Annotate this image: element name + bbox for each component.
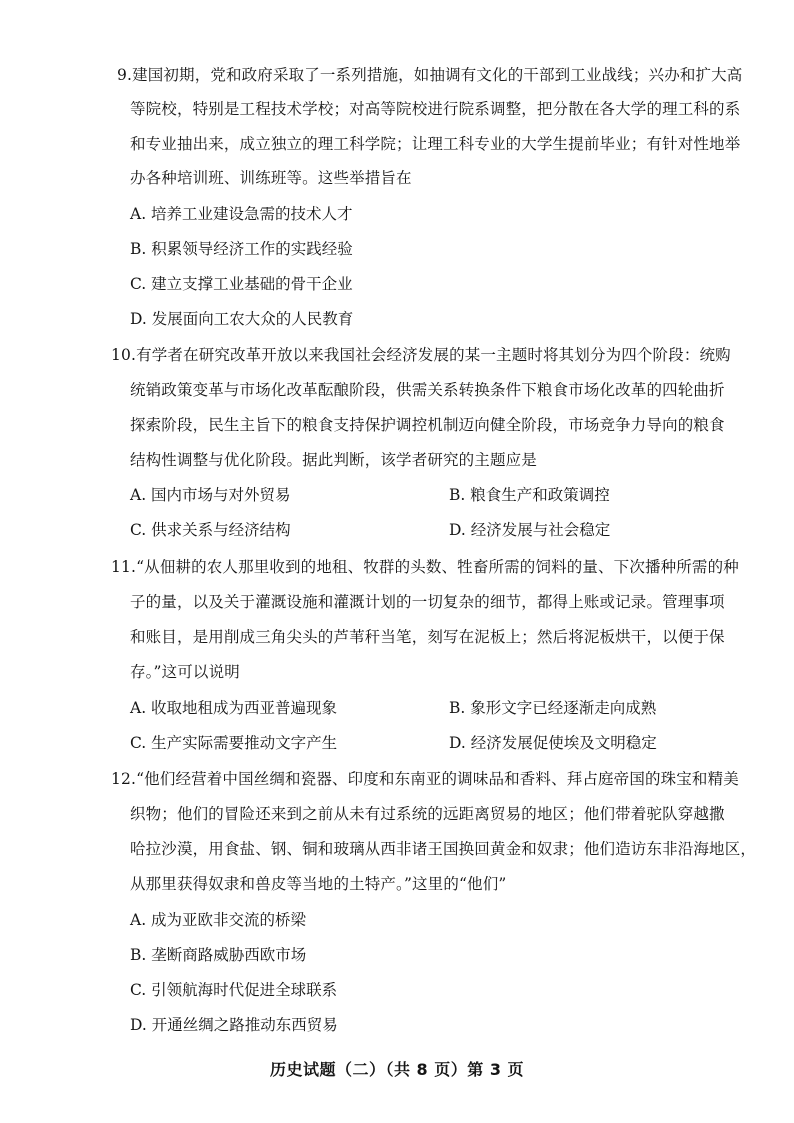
question-11-option-d: D. 经济发展促使埃及文明稳定 [449,734,657,752]
page-footer: 历史试题（二）（共 8 页）第 3 页 [269,1060,525,1079]
question-11-stem-line-2: 子的量，以及关于灌溉设施和灌溉计划的一切复杂的细节，都得上账或记录。管理事项 [130,593,725,611]
question-11-option-b: B. 象形文字已经逐渐走向成熟 [449,699,657,717]
question-12-stem-line-3: 哈拉沙漠，用食盐、钢、铜和玻璃从西非诸王国换回黄金和奴隶；他们造访东非沿海地区， [130,840,757,858]
question-12-stem-line-1: 12.“他们经营着中国丝绸和瓷器、印度和东南亚的调味品和香料、拜占庭帝国的珠宝和精美 [111,770,739,788]
question-9-stem-line-2: 等院校，特别是工程技术学校；对高等院校进行院系调整，把分散在各大学的理工科的系 [130,100,741,118]
question-10-option-c: C. 供求关系与经济结构 [130,521,291,539]
question-12-option-b: B. 垄断商路威胁西欧市场 [130,946,307,964]
question-10-option-b: B. 粮食生产和政策调控 [449,486,610,504]
question-11-stem-line-1: 11.“从佃耕的农人那里收到的地租、牧群的头数、牲畜所需的饲料的量、下次播种所需的种 [111,558,739,576]
question-10-stem-line-3: 探索阶段，民生主旨下的粮食支持保护调控机制迈向健全阶段，市场竞争力导向的粮食 [130,416,725,434]
question-9-stem-line-1: 9.建国初期，党和政府采取了一系列措施，如抽调有文化的干部到工业战线；兴办和扩大高 [117,66,743,84]
question-9-option-a: A. 培养工业建设急需的技术人才 [130,205,353,223]
question-10-option-a: A. 国内市场与对外贸易 [130,486,291,504]
question-9-option-b: B. 积累领导经济工作的实践经验 [130,240,353,258]
question-11-option-c: C. 生产实际需要推动文字产生 [130,734,338,752]
question-12-option-a: A. 成为亚欧非交流的桥梁 [130,911,307,929]
question-10-stem-line-4: 结构性调整与优化阶段。据此判断，该学者研究的主题应是 [130,451,537,469]
question-10-option-d: D. 经济发展与社会稳定 [449,521,611,539]
question-10-stem-line-2: 统销政策变革与市场化改革酝酿阶段，供需关系转换条件下粮食市场化改革的四轮曲折 [130,381,725,399]
question-11-stem-line-3: 和账目，是用削成三角尖头的芦苇秆当笔，刻写在泥板上；然后将泥板烘干，以便于保 [130,628,725,646]
question-9-stem-line-3: 和专业抽出来，成立独立的理工科学院；让理工科专业的大学生提前毕业；有针对性地举 [130,135,741,153]
question-9-option-d: D. 发展面向工农大众的人民教育 [130,310,354,328]
question-11-stem-line-4: 存。”这可以说明 [130,663,240,681]
question-12-stem-line-4: 从那里获得奴隶和兽皮等当地的土特产。”这里的“他们” [130,875,507,893]
question-9-option-c: C. 建立支撑工业基础的骨干企业 [130,275,353,293]
question-12-option-d: D. 开通丝绸之路推动东西贸易 [130,1016,338,1034]
question-9-stem-line-4: 办各种培训班、训练班等。这些举措旨在 [130,169,412,187]
question-10-stem-line-1: 10.有学者在研究改革开放以来我国社会经济发展的某一主题时将其划分为四个阶段：统购 [111,346,731,364]
question-11-option-a: A. 收取地租成为西亚普遍现象 [130,699,338,717]
question-12-stem-line-2: 织物；他们的冒险还来到之前从未有过系统的远距离贸易的地区；他们带着驼队穿越撒 [130,805,725,823]
question-12-option-c: C. 引领航海时代促进全球联系 [130,981,338,999]
